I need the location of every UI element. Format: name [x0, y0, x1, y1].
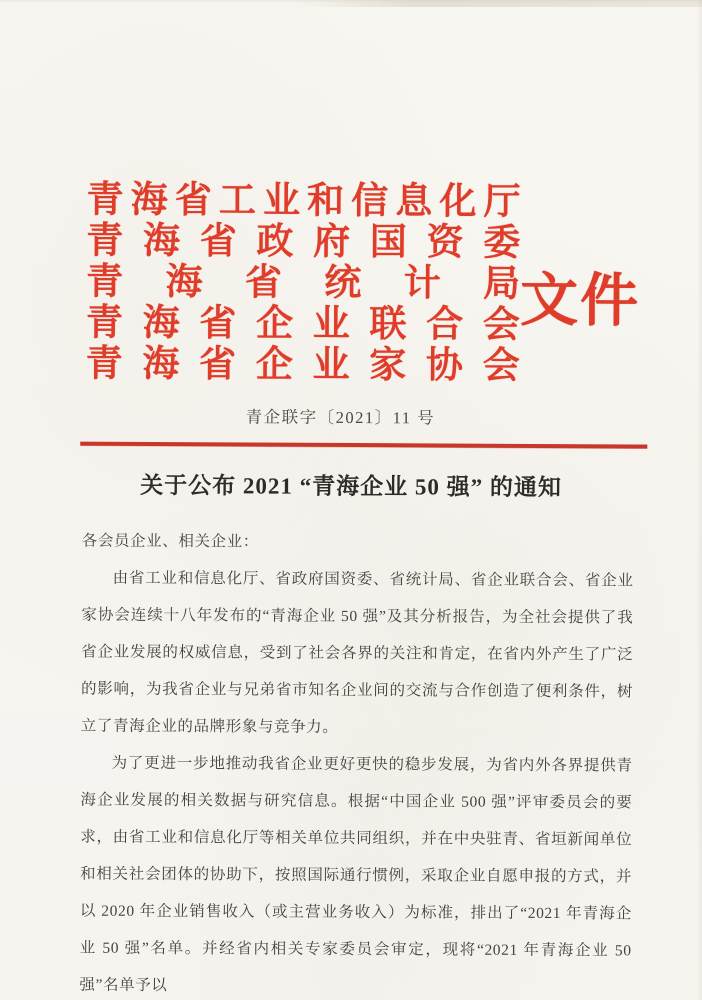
document-title: 关于公布 2021 “青海企业 50 强” 的通知: [140, 472, 563, 501]
red-divider-line: [80, 442, 647, 448]
body-paragraph-1: 由省工业和信息化厅、省政府国资委、省统计局、省企业联合会、省企业家协会连续十八年发布的“青海企业 50 强”及其分析报告，为全社会提供了我省企业发展的权威信息，受到了社会各界的关注和肯定，在省内外产生了广泛的影响，为我省企业与兄弟省市知名企业间的交流与合作创造了便利条件，树立了青海企业的品牌形象与竞争力。: [80, 569, 634, 736]
document-body: [79, 523, 634, 1000]
letterhead-org-3: 青 海 省 统 计 局: [86, 261, 521, 305]
letterhead-org-2: 青 海 省 政 府 国 资 委: [86, 220, 521, 264]
letterhead-org-4: 青 海 省 企 业 联 合 会: [85, 302, 520, 346]
letterhead-org-list: [86, 181, 521, 388]
letterhead: [86, 181, 647, 389]
salutation-line: 各会员企业、相关企业：: [81, 532, 259, 551]
letterhead-org-5: 青 海 省 企 业 家 协 会: [85, 343, 520, 387]
letterhead-org-1: 青 海 省 工 业 和 信 息 化 厅: [86, 179, 521, 223]
body-paragraph-2: 为了更进一步地推动我省企业更好更快的稳步发展，为省内外各界提供青海企业发展的相关数据与研究信息。根据“中国企业 500 强”评审委员会的要求，由省工业和信息化厅等相关单位共同组织，并在中央驻青、省垣新闻单位和相关社会团体的协助下，按照国际通行惯例，采取企业自愿申报的方式，并以 2020 年企业销售收入（或主营业务收入）为标准，排出了“2021 年青海企业 50 强”名单。并经省内相关专家委员会审定，现将“2021 年青海企业 50 强”名单予以: [79, 754, 633, 995]
letterhead-document-label: 文件: [519, 267, 641, 334]
document-number: 青企联字〔2021〕11 号: [245, 407, 436, 428]
